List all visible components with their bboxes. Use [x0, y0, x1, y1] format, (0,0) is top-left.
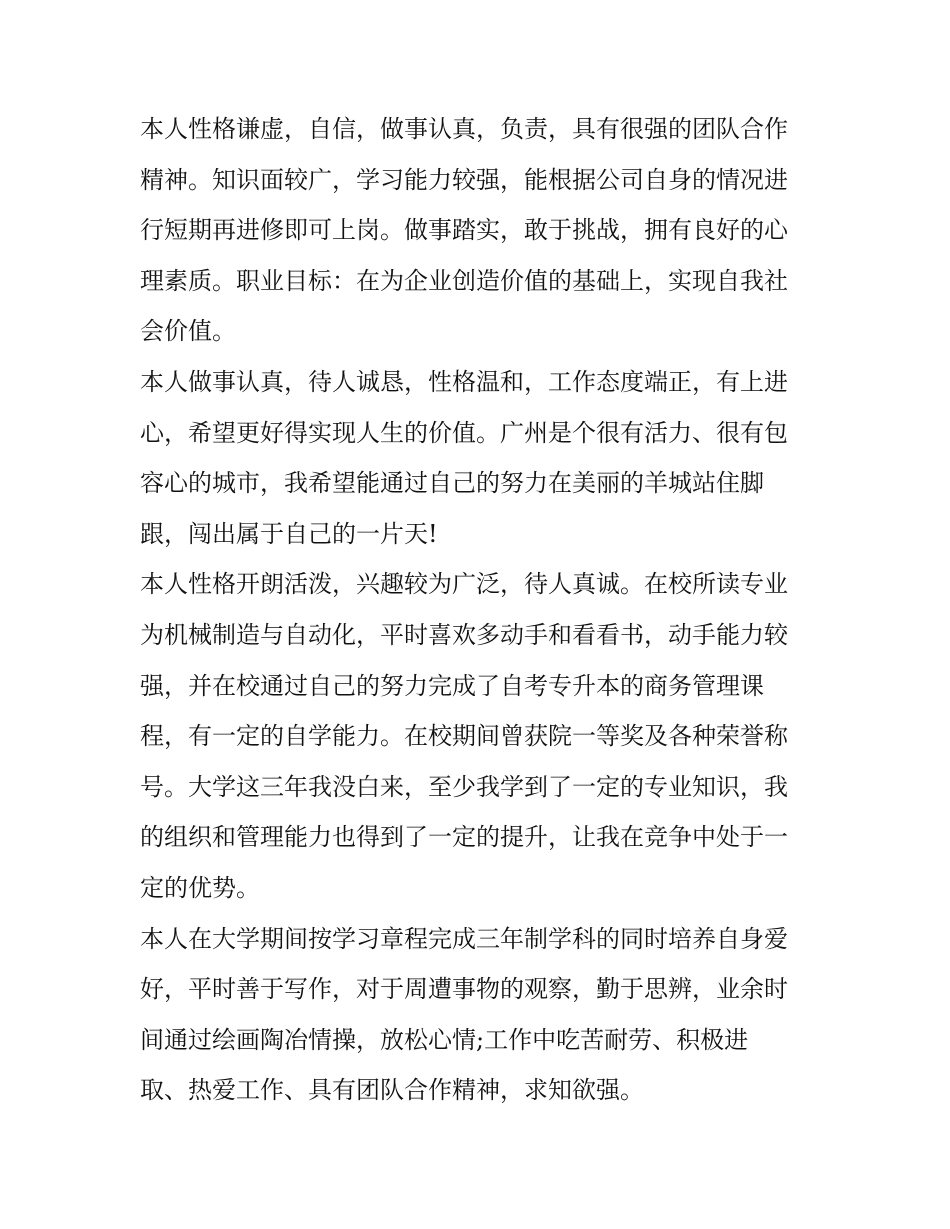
text-line: 跟，闯出属于自己的一片天! — [140, 519, 438, 548]
paragraph-3 — [140, 559, 820, 913]
text-line: 本人在大学期间按学习章程完成三年制学科的同时培养自身爱 — [140, 924, 788, 953]
text-line: 定的优势。 — [140, 873, 260, 902]
text-line: 间通过绘画陶冶情操，放松心情;工作中吃苦耐劳、积极进 — [140, 1025, 749, 1054]
document-body — [140, 104, 820, 1116]
paragraph-2 — [140, 357, 820, 559]
text-line: 行短期再进修即可上岗。做事踏实，敢于挑战，拥有良好的心 — [140, 216, 788, 245]
paragraph-4 — [140, 914, 820, 1116]
text-line: 的组织和管理能力也得到了一定的提升，让我在竞争中处于一 — [140, 823, 788, 852]
text-line: 心，希望更好得实现人生的价值。广州是个很有活力、很有包 — [140, 418, 788, 447]
text-line: 取、热爱工作、具有团队合作精神，求知欲强。 — [140, 1076, 644, 1105]
text-line: 程，有一定的自学能力。在校期间曾获院一等奖及各种荣誉称 — [140, 722, 788, 751]
text-line: 号。大学这三年我没白来，至少我学到了一定的专业知识，我 — [140, 772, 788, 801]
text-line: 容心的城市，我希望能通过自己的努力在美丽的羊城站住脚 — [140, 469, 764, 498]
paragraph-1 — [140, 104, 820, 357]
text-line: 强，并在校通过自己的努力完成了自考专升本的商务管理课 — [140, 671, 764, 700]
text-line: 本人性格开朗活泼，兴趣较为广泛，待人真诚。在校所读专业 — [140, 570, 788, 599]
text-line: 本人做事认真，待人诚恳，性格温和，工作态度端正，有上进 — [140, 367, 788, 396]
text-line: 会价值。 — [140, 317, 236, 346]
text-line: 精神。知识面较广，学习能力较强，能根据公司自身的情况进 — [140, 165, 788, 194]
text-line: 好，平时善于写作，对于周遭事物的观察，勤于思辨，业余时 — [140, 975, 788, 1004]
text-line: 理素质。职业目标：在为企业创造价值的基础上，实现自我社 — [140, 266, 788, 295]
text-line: 为机械制造与自动化，平时喜欢多动手和看看书，动手能力较 — [140, 620, 788, 649]
text-line: 本人性格谦虚，自信，做事认真，负责，具有很强的团队合作 — [140, 115, 788, 143]
